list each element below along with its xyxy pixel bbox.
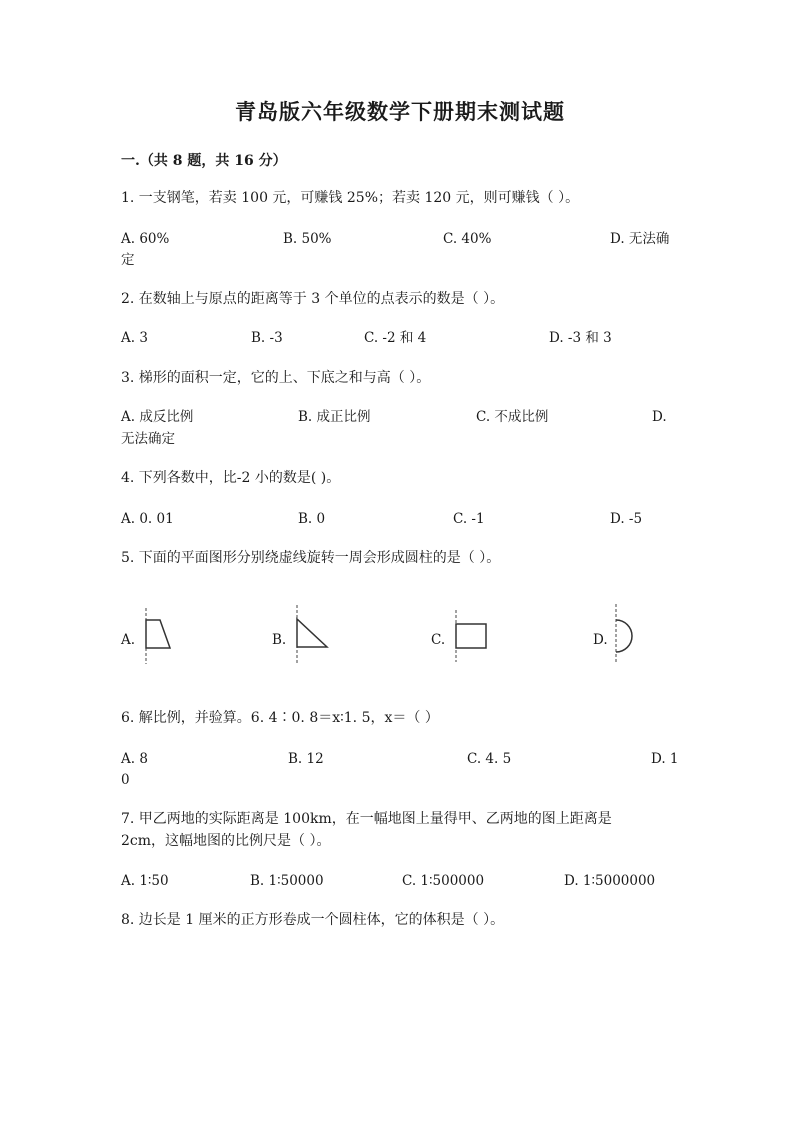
page-title: 青岛版六年级数学下册期末测试题 (235, 99, 565, 124)
semicircle-figure-icon (608, 602, 643, 666)
q3-option-a[interactable]: A. 成反比例 (121, 409, 194, 425)
q1-option-c[interactable]: C. 40% (443, 231, 492, 247)
q3-option-d[interactable]: D. (652, 409, 667, 425)
q5-option-d[interactable]: D. (593, 632, 608, 648)
q7-option-d[interactable]: D. 1∶5000000 (564, 873, 656, 889)
q6-option-c[interactable]: C. 4. 5 (467, 751, 512, 767)
q1-option-d[interactable]: D. 无法确 (610, 231, 670, 247)
q3-option-b[interactable]: B. 成正比例 (298, 409, 371, 425)
q5-option-b[interactable]: B. (272, 632, 287, 648)
q4-option-d[interactable]: D. -5 (610, 511, 643, 527)
q6-option-b[interactable]: B. 12 (288, 751, 324, 767)
question-7-stem: 7. 甲乙两地的实际距离是 100km，在一幅地图上量得甲、乙两地的图上距离是 (121, 811, 612, 827)
q2-option-a[interactable]: A. 3 (121, 330, 148, 346)
q2-option-d[interactable]: D. -3 和 3 (549, 330, 612, 346)
q4-option-c[interactable]: C. -1 (453, 511, 485, 527)
q7-option-c[interactable]: C. 1∶500000 (402, 873, 485, 889)
section-header: 一.（共 8 题，共 16 分） (121, 153, 287, 169)
q4-option-b[interactable]: B. 0 (298, 511, 326, 527)
q5-option-a[interactable]: A. (121, 632, 136, 648)
q6-option-a[interactable]: A. 8 (121, 751, 148, 767)
question-4-stem: 4. 下列各数中，比-2 小的数是( )。 (121, 470, 341, 486)
question-3-stem: 3. 梯形的面积一定，它的上、下底之和与高（ ）。 (121, 370, 431, 386)
q7-option-b[interactable]: B. 1∶50000 (250, 873, 324, 889)
q5-option-c[interactable]: C. (431, 632, 446, 648)
question-2-stem: 2. 在数轴上与原点的距离等于 3 个单位的点表示的数是（ ）。 (121, 291, 505, 307)
q1-option-d-wrap: 定 (121, 252, 135, 268)
rectangle-figure-icon (448, 608, 493, 664)
q3-option-d-wrap: 无法确定 (121, 431, 175, 447)
q3-option-c[interactable]: C. 不成比例 (476, 409, 549, 425)
q7-option-a[interactable]: A. 1∶50 (121, 873, 169, 889)
question-5-stem: 5. 下面的平面图形分别绕虚线旋转一周会形成圆柱的是（ ）。 (121, 550, 501, 566)
question-7-stem-line2: 2cm，这幅地图的比例尺是（ ）。 (121, 833, 331, 849)
q4-option-a[interactable]: A. 0. 01 (121, 511, 174, 527)
q1-option-a[interactable]: A. 60% (121, 231, 170, 247)
q6-option-d-wrap: 0 (121, 772, 130, 788)
q6-option-d[interactable]: D. 1 (651, 751, 679, 767)
q1-option-b[interactable]: B. 50% (283, 231, 332, 247)
question-6-stem: 6. 解比例，并验算。6. 4∶0. 8＝x∶1. 5，x＝（ ） (121, 710, 439, 726)
question-1-stem: 1. 一支钢笔，若卖 100 元，可赚钱 25%；若卖 120 元，则可赚钱（ ）。 (121, 190, 580, 206)
q2-option-c[interactable]: C. -2 和 4 (364, 330, 427, 346)
triangle-figure-icon (289, 603, 334, 667)
trapezoid-figure-icon (138, 606, 178, 666)
question-8-stem: 8. 边长是 1 厘米的正方形卷成一个圆柱体，它的体积是（ ）。 (121, 912, 505, 928)
q2-option-b[interactable]: B. -3 (251, 330, 283, 346)
